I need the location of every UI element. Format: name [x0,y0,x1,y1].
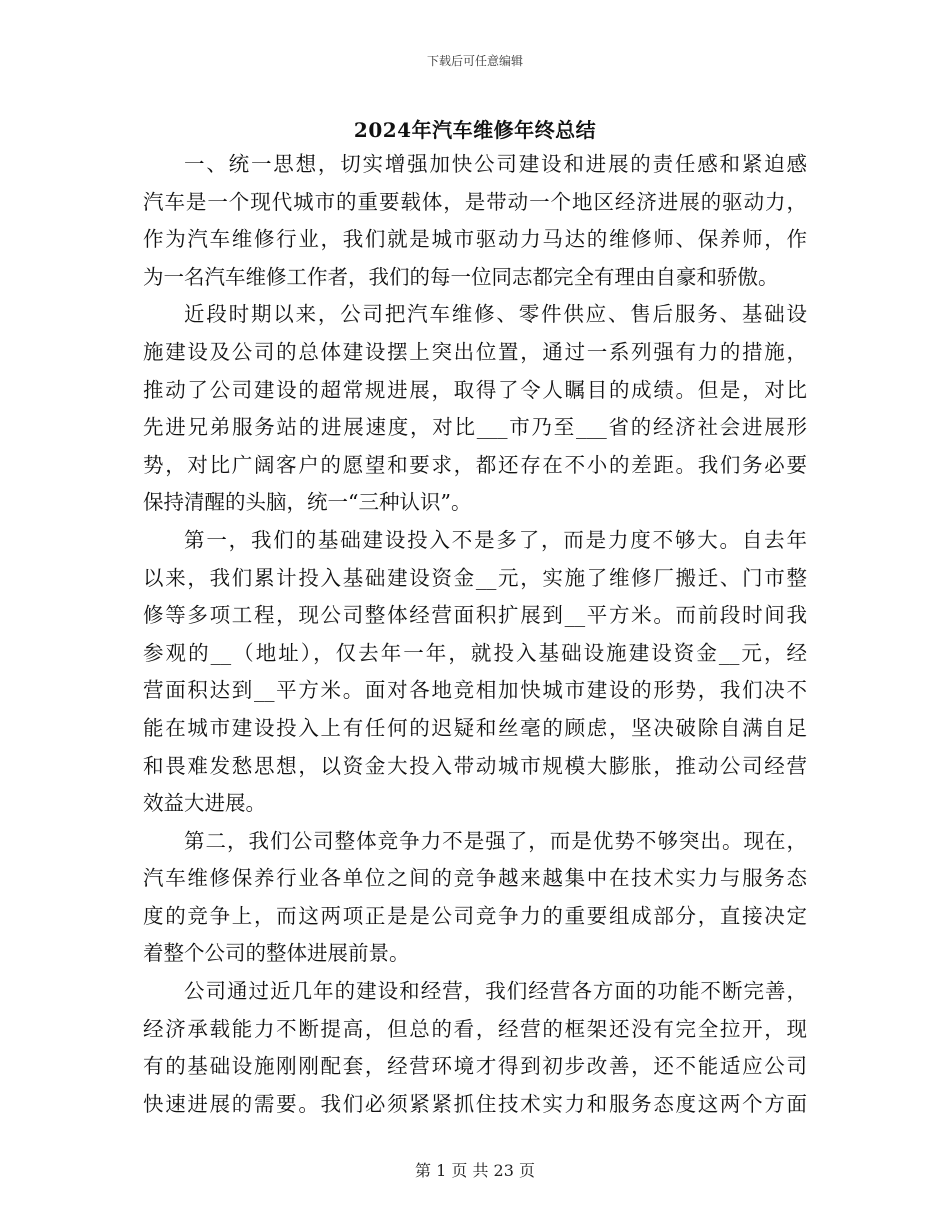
body-line: 和畏难发愁思想，以资金大投入带动城市规模大膨胀，推动公司经营 [143,753,807,778]
body-line: 能在城市建设投入上有任何的迟疑和丝毫的顾虑，坚决破除自满自足 [143,715,807,740]
body-line: 有的基础设施刚刚配套，经营环境才得到初步改善，还不能适应公司 [143,1054,807,1079]
body-line: 汽车是一个现代城市的重要载体，是带动一个地区经济进展的驱动力， [143,189,807,214]
body-line: 势，对比广阔客户的愿望和要求，都还存在不小的差距。我们务必要 [143,452,807,477]
document-title: 2024年汽车维修年终总结 [353,118,597,142]
page-number-footer: 第 1 页 共 23 页 [415,1161,535,1180]
body-line: 为一名汽车维修工作者，我们的每一位同志都完全有理由自豪和骄傲。 [143,264,779,289]
body-line: 第二，我们公司整体竞争力不是强了，而是优势不够突出。现在， [184,828,807,853]
body-line: 参观的__（地址），仅去年一年，就投入基础设施建设资金__元，经 [143,640,807,665]
document-body [143,146,807,1123]
body-line: 汽车维修保养行业各单位之间的竞争越来越集中在技术实力与服务态 [143,866,807,891]
body-line: 以来，我们累计投入基础建设资金__元，实施了维修厂搬迁、门市整 [143,565,807,590]
body-line: 经济承载能力不断提高，但总的看，经营的框架还没有完全拉开，现 [143,1016,807,1041]
body-line: 快速进展的需要。我们必须紧紧抓住技术实力和服务态度这两个方面 [143,1091,807,1116]
body-line: 保持清醒的头脑，统一“三种认识”。 [143,490,472,515]
page-header-note: 下载后可任意编辑 [426,54,523,68]
body-line: 着整个公司的整体进展前景。 [143,941,410,966]
body-line: 公司通过近几年的建设和经营，我们经营各方面的功能不断完善， [184,979,807,1004]
body-line: 效益大进展。 [143,791,266,816]
body-line: 营面积达到__平方米。面对各地竞相加快城市建设的形势，我们决不 [143,678,807,703]
body-line: 近段时期以来，公司把汽车维修、零件供应、售后服务、基础设 [184,302,807,327]
body-line: 作为汽车维修行业，我们就是城市驱动力马达的维修师、保养师，作 [143,227,807,252]
body-line: 一、统一思想，切实增强加快公司建设和进展的责任感和紧迫感 [184,152,807,176]
body-line: 度的竞争上，而这两项正是是公司竞争力的重要组成部分，直接决定 [143,903,807,928]
body-line: 修等多项工程，现公司整体经营面积扩展到__平方米。而前段时间我 [143,603,807,628]
body-line: 施建设及公司的总体建设摆上突出位置，通过一系列强有力的措施， [143,339,807,364]
body-line: 第一，我们的基础建设投入不是多了，而是力度不够大。自去年 [184,527,807,552]
body-line: 先进兄弟服务站的进展速度，对比___市乃至___省的经济社会进展形 [143,415,807,440]
body-line: 推动了公司建设的超常规进展，取得了令人瞩目的成绩。但是，对比 [143,377,807,402]
